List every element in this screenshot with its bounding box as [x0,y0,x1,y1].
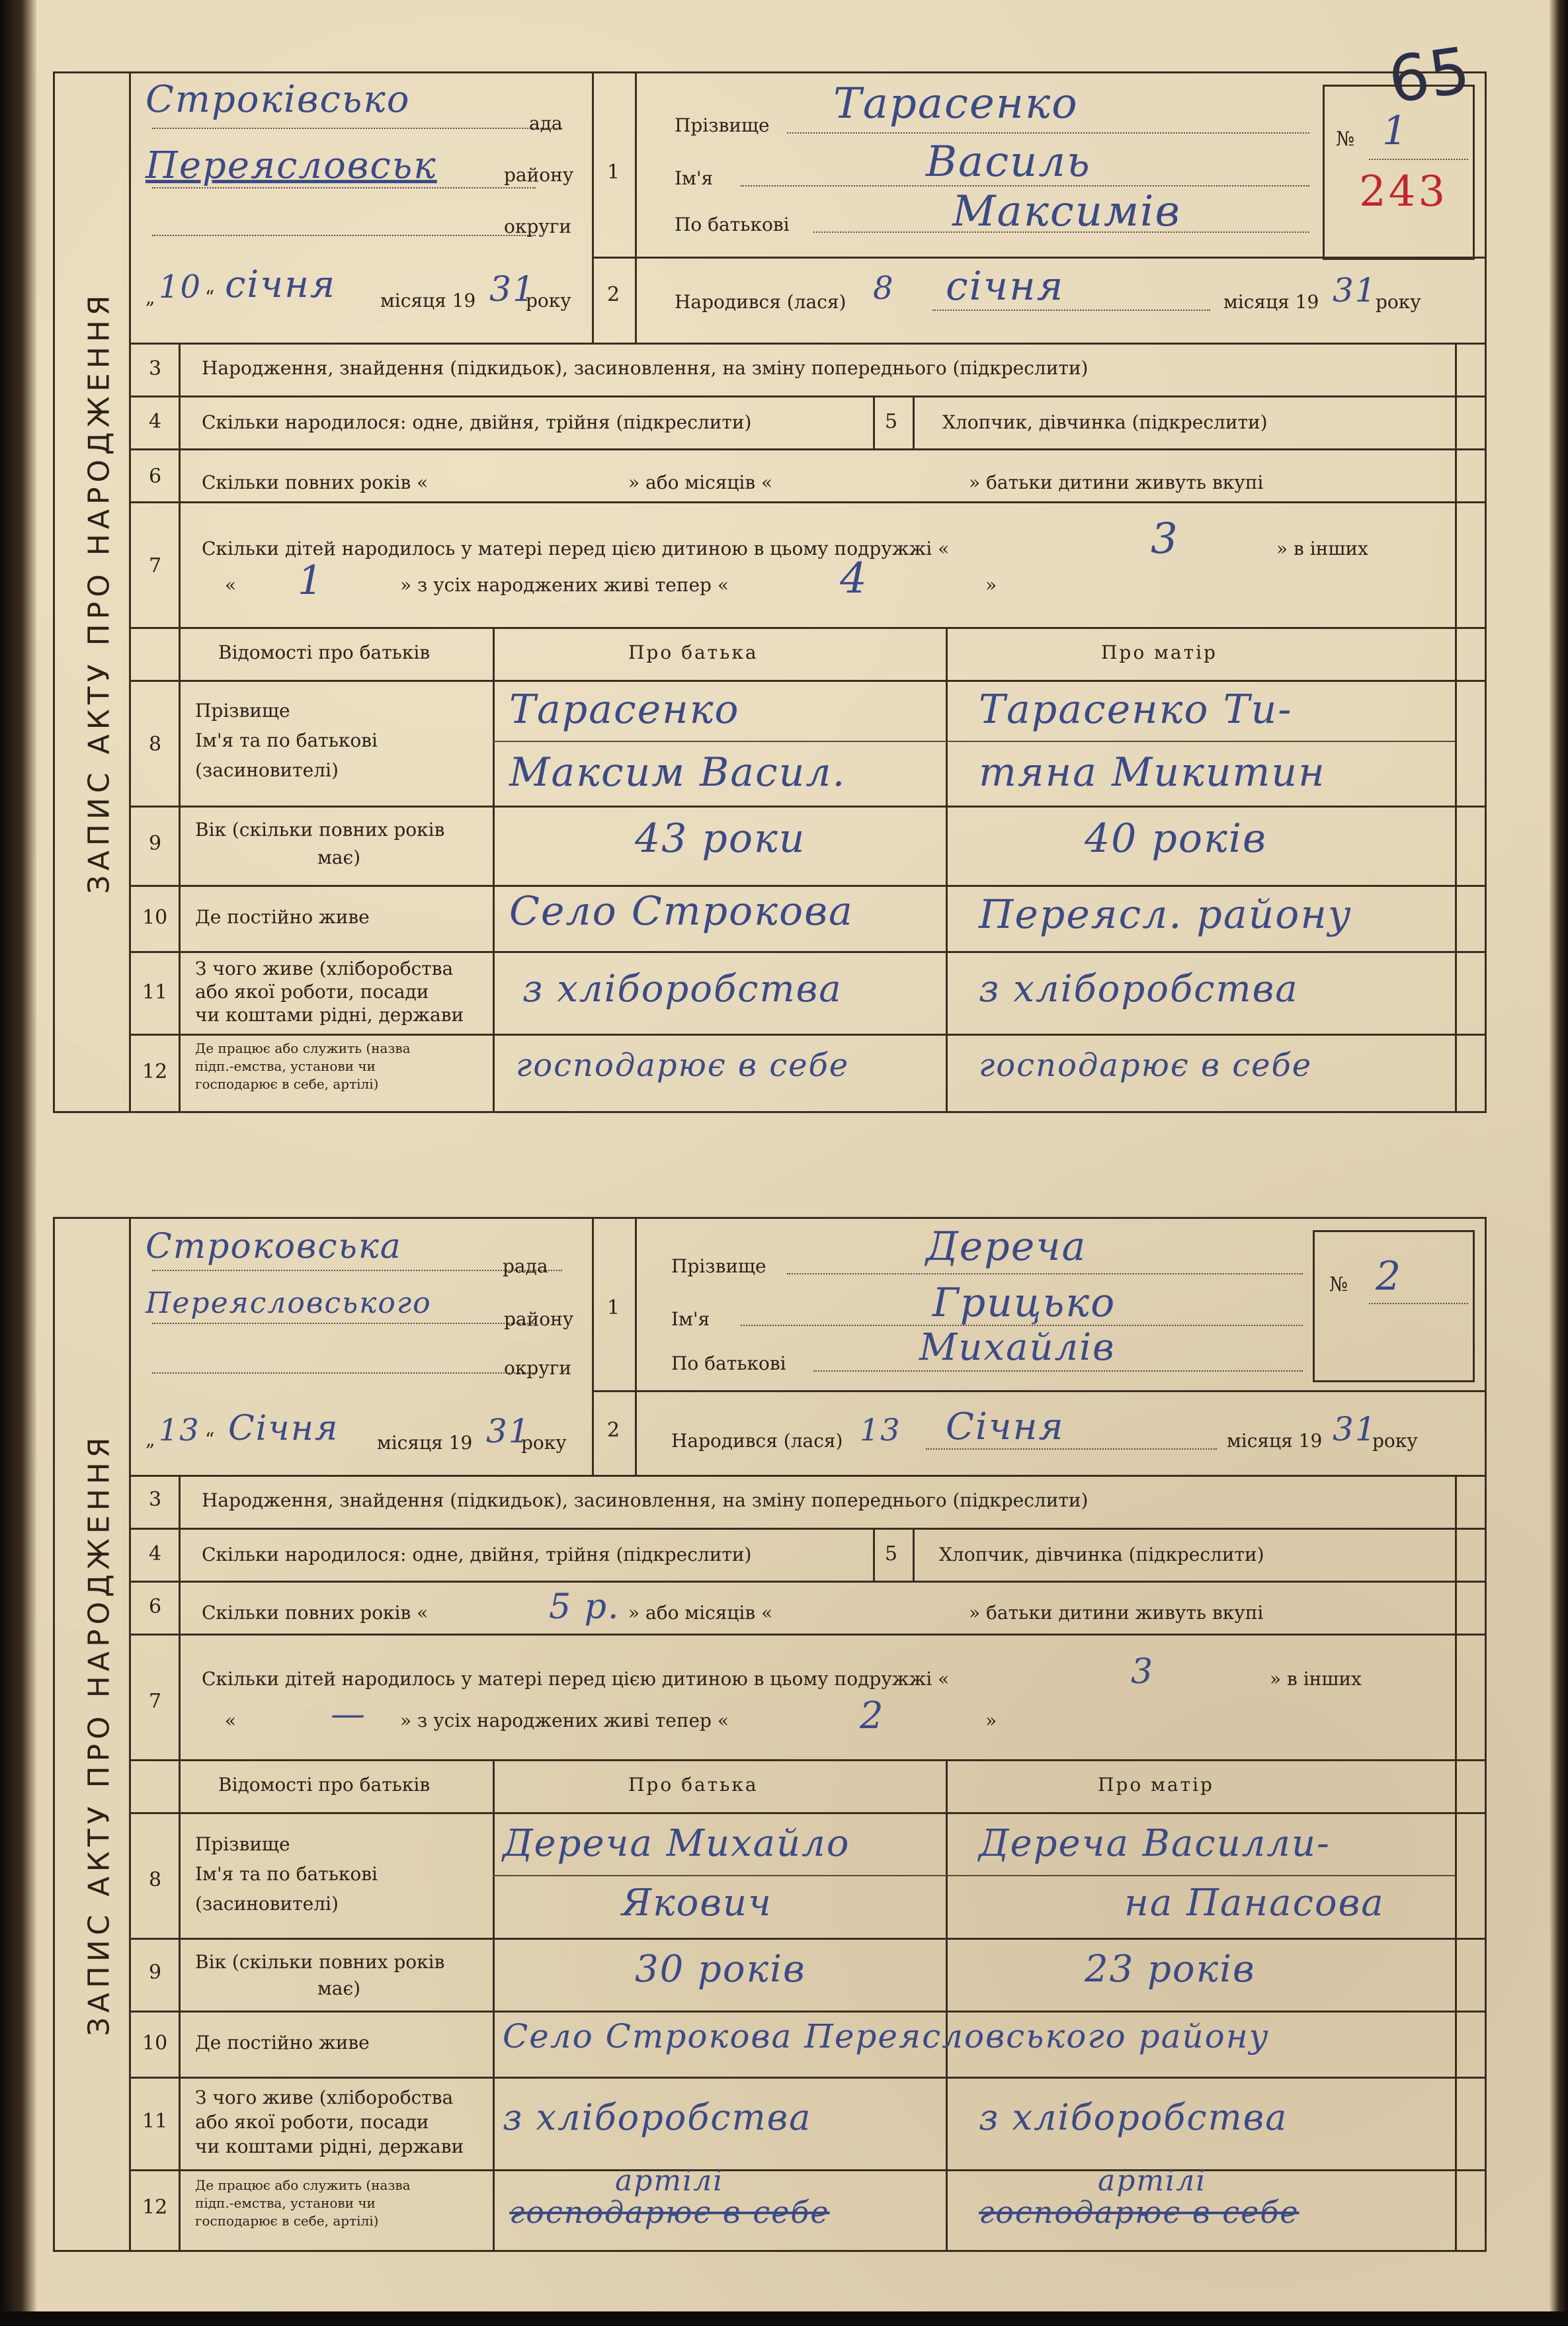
child-patronymic: Максимів [952,187,1181,236]
name-label: Ім'я [675,167,714,189]
father-residence: Село Строкова Переясловського району [503,2017,1270,2056]
years-together: 5 р. [549,1587,620,1627]
reg-year: 31 [489,270,536,310]
raion-value: Переясловськ [145,144,437,187]
okruhy-label: округи [504,1357,572,1379]
children-in-marriage: 3 [1131,1652,1155,1692]
mother-residence: Переясл. району [979,892,1352,938]
born-year: 31 [1333,271,1378,310]
rada-value: Строковська [145,1227,402,1267]
children-other: 1 [298,558,325,604]
patronymic-label: По батькові [675,214,790,235]
mother-header: Про матір [1098,1774,1214,1796]
father-name: Максим Васил. [509,749,846,796]
row4-text: Скільки народилося: одне, двійня, трійня (підкреслити) [202,411,752,433]
father-header: Про батька [628,1774,759,1796]
child-patronymic: Михайлів [919,1326,1116,1369]
raion-label: району [504,1308,574,1330]
record-number: 1 [1382,108,1409,154]
father-workplace-correction: артілі [615,2164,724,2198]
father-workplace: господарює в себе [509,2194,830,2230]
born-label: Народився (лася) [671,1430,843,1452]
reg-month: Січня [228,1409,339,1448]
father-occupation: з хліборобства [522,968,843,1011]
child-name: Грицько [932,1280,1116,1326]
born-month: січня [946,263,1065,310]
surname-label: Прізвище [675,114,770,136]
parents-header-label: Відомості про батьків [218,642,431,663]
born-label: Народився (лася) [675,291,846,313]
mother-workplace: господарює в себе [979,2194,1300,2230]
reg-day: 13 [159,1412,200,1448]
name-label: Ім'я [671,1308,710,1330]
child-surname: Тарасенко [833,79,1079,128]
record-number: 2 [1376,1253,1403,1300]
archive-page-number: 65 [1383,33,1475,118]
born-day: 13 [860,1412,901,1448]
row3-text: Народження, знайдення (підкидьок), засиновлення, на зміну попереднього (підкреслити) [202,1489,1089,1511]
scan-edge-bottom [0,2311,1568,2326]
raion-label: району [504,164,574,186]
side-title: ЗАПИС АКТУ ПРО НАРОДЖЕННЯ [82,290,116,894]
record-number-extra: 243 [1359,167,1448,216]
rada-suffix: ада [529,112,563,134]
rada-value: Строківсько [145,78,411,121]
row3-text: Народження, знайдення (підкидьок), засиновлення, на зміну попереднього (підкреслити) [202,357,1089,379]
reg-year-label: року [526,290,571,312]
mother-header: Про матір [1101,642,1217,663]
mother-occupation: з хліборобства [979,968,1299,1011]
born-month-label: місяця 19 [1227,1430,1323,1452]
row4-text: Скільки народилося: одне, двійня, трійня (підкреслити) [202,1544,752,1565]
children-in-marriage: 3 [1151,515,1179,563]
child-surname: Дереча [926,1224,1087,1270]
father-age: 43 роки [635,815,806,862]
children-alive: 2 [860,1694,885,1737]
row5-text: Хлопчик, дівчинка (підкреслити) [942,411,1268,433]
children-other: — [331,1694,366,1734]
reg-day: 10 [159,269,202,306]
mother-name: тяна Микитин [979,749,1326,796]
mother-age: 23 років [1085,1948,1256,1991]
scan-edge-left [0,0,36,2326]
reg-year: 31 [486,1412,531,1450]
reg-month-label: місяця 19 [377,1432,473,1454]
okruhy-label: округи [504,216,572,237]
mother-surname: Дереча Василли- [979,1822,1331,1865]
reg-year-label: року [521,1432,567,1454]
rada-suffix: рада [503,1255,548,1277]
born-year: 31 [1333,1410,1378,1448]
father-occupation: з хліборобства [503,2097,812,2138]
born-month-label: місяця 19 [1223,291,1319,313]
birth-record-2: ЗАПИС АКТУ ПРО НАРОДЖЕННЯ Строковська рада Переясловського району округи „ 13 “ Січня місяця 19 31 року 1 Прізвище Дереча Ім'я Грицько По батькові Михайлів № 2 2 Народився (лася) 13 Січня місяця 19 31 року 3 Народження, знайдення (підкидьок), засиновлення, на зміну попереднього (підкреслити) 4 Скільки народилося: одне, двійня, трійня (підкреслити) 5 Хлопчик, дівчинка (підкреслити) 6 Скільки повних років « 5 р. » або місяців « » батьки дитини живуть вкупі 7 Скільки дітей народилось у матері перед цією дитиною в цьому подружжі « 3 » в інших « — » з усіх народжених живі тепер « 2 » Відомості про батьків Про батька Про матір 8 Прізвище Ім'я та по батькові (засиновителі) Дереча Михайло Якович Дереча Василли- на Панасова 9 Вік (скільки повних років має) 30 років 23 років 10 Де постійно живе Село Строкова Переясловського району 11 З чого живе (хліборобства або якої роботи, посади чи коштами рідні, держави з хліборобства з хліборобства 12 Де працює або служить (назва підп.-емства, установи чи господарює в себе, артілі) артілі господарює в себе артілі господарює в себе [53,1217,1487,2252]
born-year-label: року [1376,291,1421,313]
father-surname: Тарасенко [509,686,740,733]
father-residence: Село Строкова [509,888,854,935]
birth-record-1: ЗАПИС АКТУ ПРО НАРОДЖЕННЯ Строківсько ада Переясловськ району округи „ 10 “ січня місяця 19 31 року 1 Прізвище Тарасенко Ім'я Василь По батькові Максимів № 1 243 2 Народився (лася) 8 січня місяця 19 31 року 3 Народження, знайдення (підкидьок), засиновлення, на зміну попереднього (підкреслити) 4 Скільки народилося: одне, двійня, трійня (підкреслити) 5 Хлопчик, дівчинка (підкреслити) 6 Скільки повних років « » або місяців « » батьки дитини живуть вкупі 7 Скільки дітей народилось у матері перед цією дитиною в цьому подружжі « 3 » в інших « 1 » з усіх народжених живі тепер « 4 » Відомості про батьків Про батька Про матір 8 Прізвище Ім'я та по батькові (засиновителі) Тарасенко Максим Васил. Тарасенко Ти- тяна Микитин 9 Вік (скільки повних років має) 43 роки 40 років 10 Де постійно живе Село Строкова Переясл. району 11 З чого живе (хліборобства або якої роботи, посади чи коштами рідні, держави з хліборобства з хліборобства 12 Де працює або служить (назва підп.-емства, установи чи господарює в себе, артілі) господарює в себе господарює в себе [53,71,1487,1113]
mother-age: 40 років [1085,815,1267,862]
father-age: 30 років [635,1948,806,1991]
father-header: Про батька [628,642,759,663]
child-name: Василь [926,138,1091,187]
mother-surname: Тарасенко Ти- [979,686,1293,733]
parents-header-label: Відомості про батьків [218,1774,431,1796]
reg-month-label: місяця 19 [380,290,476,312]
reg-month: січня [225,263,337,306]
side-title: ЗАПИС АКТУ ПРО НАРОДЖЕННЯ [82,1433,116,2036]
patronymic-label: По батькові [671,1352,786,1374]
born-month: Січня [946,1405,1065,1448]
father-name: Якович [622,1882,772,1925]
father-workplace: господарює в себе [516,1047,850,1084]
mother-name: на Панасова [1124,1882,1385,1925]
raion-value: Переясловського [145,1286,432,1320]
row5-text: Хлопчик, дівчинка (підкреслити) [939,1544,1264,1565]
mother-occupation: з хліборобства [979,2097,1288,2138]
born-day: 8 [873,270,895,307]
surname-label: Прізвище [671,1255,766,1277]
born-year-label: року [1372,1430,1418,1452]
children-alive: 4 [840,554,868,603]
scan-edge-right [1549,0,1568,2326]
mother-workplace-correction: артілі [1098,2164,1207,2198]
mother-workplace: господарює в себе [979,1047,1313,1084]
father-surname: Дереча Михайло [503,1822,850,1865]
